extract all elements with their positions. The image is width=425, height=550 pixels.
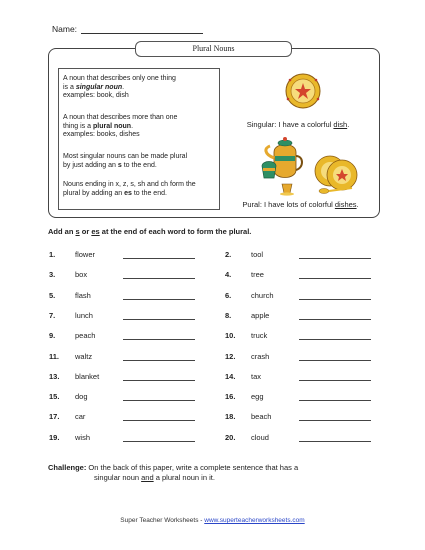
answer-blank[interactable]: [123, 319, 195, 320]
answer-blank[interactable]: [299, 258, 371, 259]
cup-icon: [280, 184, 294, 196]
answer-blank[interactable]: [123, 441, 195, 442]
item-number: 20.: [225, 432, 236, 442]
item-word: cloud: [251, 432, 269, 442]
rule-text: Most singular nouns can be made plural: [63, 153, 188, 160]
stacked-plates-icon: [315, 156, 357, 190]
item-word: peach: [75, 331, 96, 341]
rule-examples: examples: book, dish: [63, 92, 129, 99]
challenge: [48, 463, 378, 483]
item-word: crash: [251, 351, 270, 361]
name-label: Name:: [52, 24, 78, 34]
item-word: car: [75, 412, 86, 422]
answer-blank[interactable]: [123, 360, 195, 361]
answer-blank[interactable]: [299, 278, 371, 279]
plural-example: Pural: I have lots of colorful dishes.: [242, 200, 359, 209]
term-plural: plural noun: [92, 122, 132, 130]
answer-blank[interactable]: [123, 380, 195, 381]
answer-blank[interactable]: [123, 400, 195, 401]
rule-text: A noun that describes only one thing: [63, 75, 176, 82]
small-pot-icon: [262, 162, 276, 179]
answer-blank[interactable]: [299, 360, 371, 361]
footer-brand: Super Teacher Worksheets: [120, 517, 199, 524]
rule-text: by just adding an s to the end.: [63, 161, 157, 169]
challenge-text: On the back of this paper, write a complete sentence that has a: [86, 463, 299, 472]
rule-singular: [63, 75, 215, 101]
name-field[interactable]: [81, 25, 203, 34]
rule-add-es: [63, 181, 215, 198]
item-number: 5.: [49, 290, 56, 300]
item-word: tree: [251, 270, 264, 280]
answer-blank[interactable]: [123, 299, 195, 300]
answer-blank[interactable]: [299, 400, 371, 401]
item-number: 8.: [225, 310, 232, 320]
item-number: 17.: [49, 412, 60, 422]
item-word: apple: [251, 310, 270, 320]
instructions: Add an s or es at the end of each word to form the plural.: [48, 227, 252, 236]
single-plate-icon: [286, 74, 320, 108]
answer-blank[interactable]: [299, 339, 371, 340]
item-number: 9.: [49, 331, 56, 341]
worksheet-title: Plural Nouns: [135, 41, 292, 57]
rule-text: thing is a plural noun.: [63, 122, 134, 130]
item-number: 6.: [225, 290, 232, 300]
answer-blank[interactable]: [299, 319, 371, 320]
item-word: lunch: [75, 310, 93, 320]
item-number: 14.: [225, 371, 236, 381]
rule-text: A noun that describes more than one: [63, 114, 178, 121]
rule-text: plural by adding an es to the end.: [63, 189, 167, 197]
item-word: beach: [251, 412, 272, 422]
item-word: flash: [75, 290, 91, 300]
item-word: waltz: [75, 351, 93, 361]
answer-blank[interactable]: [299, 441, 371, 442]
item-word: box: [75, 270, 88, 280]
item-number: 13.: [49, 371, 60, 381]
item-word: church: [251, 290, 274, 300]
challenge-label: Challenge:: [48, 463, 87, 472]
rule-text: Nouns ending in x, z, s, sh and ch form the: [63, 181, 196, 188]
item-number: 7.: [49, 310, 56, 320]
item-number: 18.: [225, 412, 236, 422]
footer-link[interactable]: www.superteacherworksheets.com: [204, 517, 305, 524]
name-row: [52, 24, 203, 34]
answer-blank[interactable]: [123, 278, 195, 279]
item-number: 19.: [49, 432, 60, 442]
answer-blank[interactable]: [299, 420, 371, 421]
answer-blank[interactable]: [123, 339, 195, 340]
item-word: truck: [251, 331, 268, 341]
item-word: tool: [251, 250, 264, 259]
item-word: tax: [251, 371, 262, 381]
rule-text: is a singular noun.: [63, 83, 125, 91]
item-word: blanket: [75, 371, 100, 381]
answer-blank[interactable]: [299, 380, 371, 381]
item-word: wish: [75, 432, 91, 442]
item-word: egg: [251, 392, 264, 402]
answer-blank[interactable]: [299, 299, 371, 300]
singular-example: Singular: I have a colorful dish.: [246, 120, 350, 129]
item-word: flower: [75, 250, 96, 259]
answer-blank[interactable]: [123, 420, 195, 421]
item-number: 15.: [49, 392, 60, 402]
item-number: 10.: [225, 331, 236, 341]
item-word: dog: [75, 392, 88, 402]
rules-box: [58, 68, 220, 210]
dishes-illustration: [226, 66, 372, 211]
item-number: 16.: [225, 392, 236, 402]
item-number: 4.: [225, 270, 232, 280]
item-number: 3.: [49, 270, 56, 280]
answer-blank[interactable]: [123, 258, 195, 259]
challenge-text: singular noun and a plural noun in it.: [94, 473, 215, 482]
item-number: 2.: [225, 250, 232, 259]
item-number: 11.: [49, 351, 60, 361]
singular-word: dish: [333, 120, 348, 129]
item-number: 1.: [49, 250, 56, 259]
rule-add-s: [63, 153, 215, 170]
plural-word: dishes: [334, 200, 357, 209]
footer: Super Teacher Worksheets - www.superteacherworksheets.com: [120, 517, 305, 524]
rule-examples: examples: books, dishes: [63, 131, 140, 138]
item-number: 12.: [225, 351, 236, 361]
rule-plural: [63, 114, 215, 140]
term-singular: singular noun: [75, 83, 123, 91]
